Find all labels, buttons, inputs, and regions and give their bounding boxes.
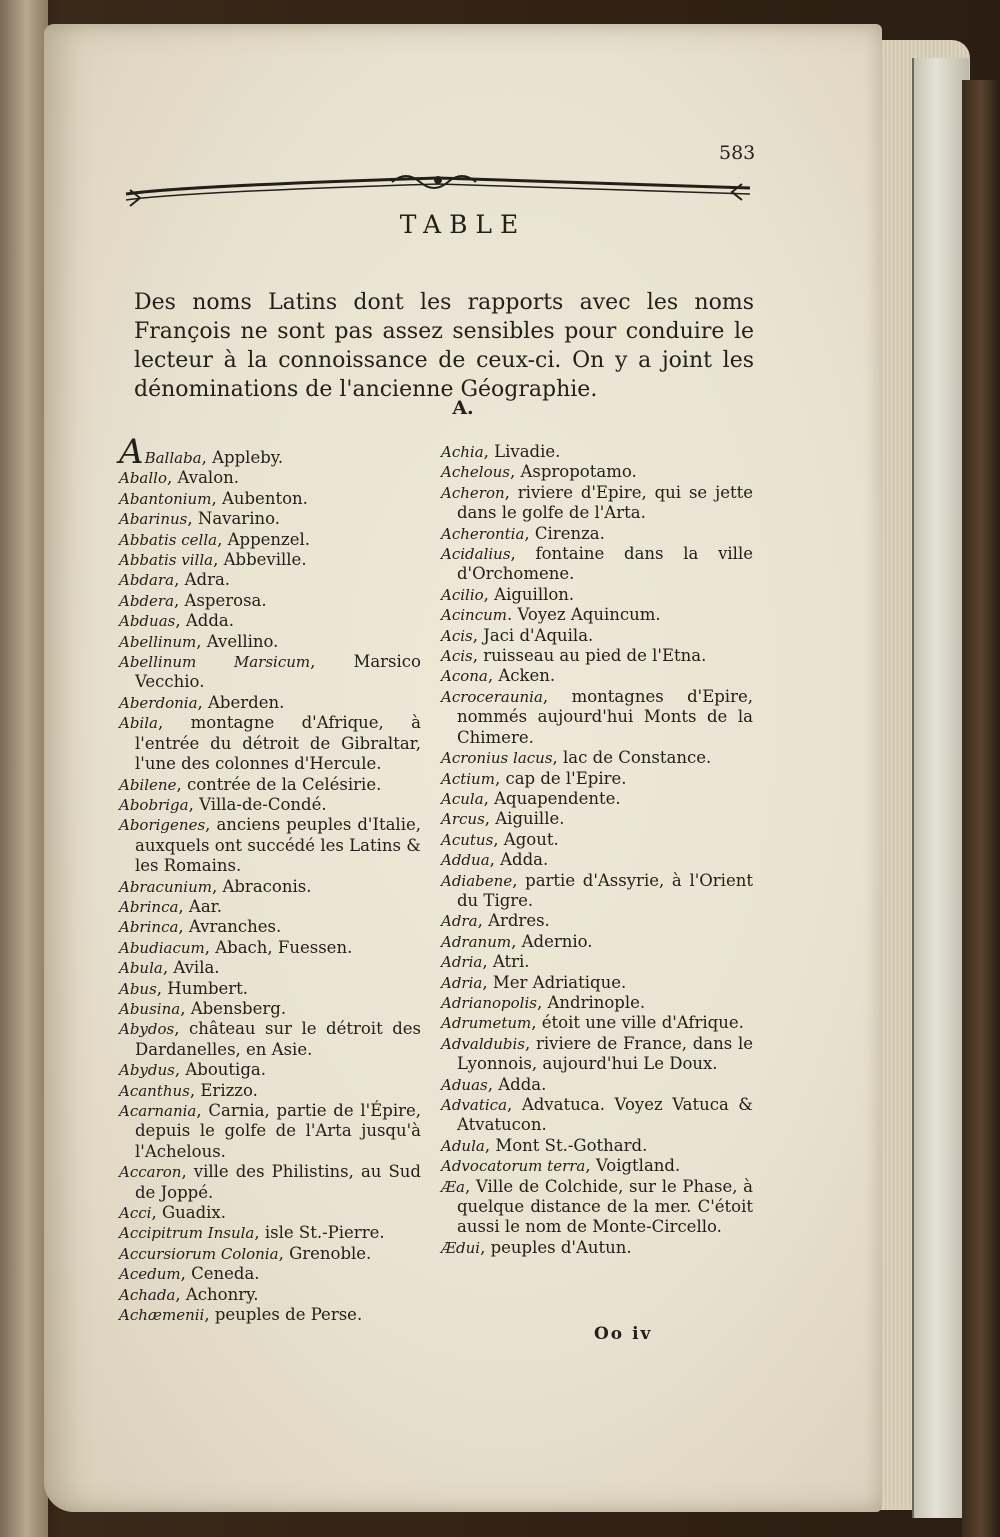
separator: , bbox=[196, 1101, 209, 1120]
latin-name: Acula bbox=[441, 789, 484, 808]
separator: , bbox=[482, 952, 493, 972]
separator: , bbox=[204, 937, 216, 957]
french-name: Carnia, partie de l'Épire, depuis le golfe de l'Arta jusqu'à l'Achelous. bbox=[135, 1101, 421, 1161]
french-name: montagne d'Afrique, à l'entrée du détroit de Gibraltar, l'une des colonnes d'Hercule. bbox=[135, 713, 421, 774]
index-entry bbox=[119, 795, 421, 815]
french-name: contrée de la Celésirie. bbox=[186, 774, 382, 794]
index-entry bbox=[119, 1019, 421, 1060]
latin-name: Aberdonia bbox=[119, 693, 198, 712]
index-entry bbox=[441, 952, 753, 972]
latin-name: Acherontia bbox=[441, 524, 525, 543]
ornamental-rule bbox=[122, 164, 754, 210]
index-entry bbox=[441, 1013, 753, 1033]
separator: , bbox=[536, 992, 548, 1012]
index-entry bbox=[441, 442, 753, 462]
book-left-edge bbox=[0, 0, 48, 1537]
french-name: Appenzel. bbox=[227, 529, 311, 549]
separator: , bbox=[211, 488, 222, 508]
index-column-right bbox=[441, 442, 753, 1258]
separator: , bbox=[188, 794, 200, 814]
latin-name: Abdara bbox=[119, 571, 175, 590]
french-name: Aubenton. bbox=[221, 488, 308, 508]
french-name: Adda. bbox=[500, 850, 549, 870]
french-name: Abraconis. bbox=[222, 876, 312, 896]
separator: , bbox=[178, 896, 189, 916]
french-name: Achonry. bbox=[185, 1284, 259, 1304]
french-name: Livadie. bbox=[494, 442, 561, 461]
index-entry bbox=[119, 591, 421, 611]
index-entry bbox=[119, 877, 421, 897]
index-entry bbox=[441, 462, 753, 482]
french-name: Adda. bbox=[498, 1074, 547, 1094]
index-entry bbox=[119, 1060, 421, 1080]
latin-name: Abydus bbox=[119, 1061, 175, 1080]
french-name: Aberden. bbox=[208, 692, 285, 712]
book-board bbox=[912, 58, 969, 1518]
separator: , bbox=[524, 523, 535, 543]
french-name: Acken. bbox=[498, 666, 556, 686]
latin-name: Advocatorum terra bbox=[441, 1157, 586, 1176]
separator: , bbox=[482, 972, 493, 992]
french-name: riviere de France, dans le Lyonnois, aujourd'hui Le Doux. bbox=[457, 1033, 753, 1074]
latin-name: Acronius lacus bbox=[441, 749, 553, 768]
index-entry bbox=[441, 1136, 753, 1156]
section-letter: A. bbox=[452, 397, 474, 419]
latin-name: Abrinca bbox=[119, 918, 179, 937]
index-entry bbox=[119, 652, 421, 693]
french-name: Humbert. bbox=[167, 978, 249, 998]
separator: , bbox=[494, 768, 506, 788]
latin-name: Abantonium bbox=[119, 489, 212, 508]
french-name: Aboutiga. bbox=[185, 1060, 266, 1080]
separator: , bbox=[205, 815, 217, 835]
separator: , bbox=[310, 652, 354, 672]
french-name: Appleby. bbox=[212, 448, 284, 467]
latin-name: Acona bbox=[441, 667, 488, 686]
index-entry bbox=[119, 489, 421, 509]
latin-name: Adiabene bbox=[441, 871, 513, 890]
latin-name: Abydos bbox=[119, 1020, 175, 1039]
separator: , bbox=[477, 911, 489, 931]
latin-name: Adrumetum bbox=[441, 1014, 532, 1033]
separator: , bbox=[483, 442, 495, 461]
french-name: Erizzo. bbox=[200, 1080, 258, 1100]
index-entry bbox=[119, 611, 421, 631]
french-name: étoit une ville d'Afrique. bbox=[541, 1013, 744, 1033]
french-name: Adernio. bbox=[521, 931, 593, 951]
index-entry bbox=[441, 748, 753, 768]
french-name: Agout. bbox=[503, 829, 559, 849]
separator: , bbox=[151, 1203, 162, 1223]
latin-name: Abarinus bbox=[119, 510, 188, 529]
separator: , bbox=[204, 1305, 215, 1325]
index-entry bbox=[119, 938, 421, 958]
french-name: peuples de Perse. bbox=[214, 1305, 363, 1325]
separator: . bbox=[506, 605, 518, 625]
latin-name: Abilene bbox=[119, 775, 177, 794]
index-entry bbox=[441, 687, 753, 748]
french-name: Adra. bbox=[184, 570, 231, 590]
latin-name: Acutus bbox=[441, 830, 494, 849]
index-entry bbox=[441, 911, 753, 931]
index-entry bbox=[119, 632, 421, 652]
latin-name: Abobriga bbox=[119, 795, 189, 814]
separator: , bbox=[504, 482, 518, 502]
separator: , bbox=[552, 748, 564, 768]
latin-name: Acarnania bbox=[119, 1102, 197, 1120]
index-entry bbox=[119, 1101, 421, 1162]
index-entry bbox=[119, 1162, 421, 1203]
latin-name: Actium bbox=[441, 769, 495, 788]
index-entry bbox=[119, 432, 421, 472]
index-entry bbox=[441, 1095, 753, 1136]
french-name: Atri. bbox=[492, 952, 530, 972]
latin-name: Achada bbox=[119, 1285, 176, 1304]
separator: , bbox=[217, 529, 228, 549]
latin-name: Abbatis cella bbox=[119, 530, 218, 549]
separator: , bbox=[531, 1013, 542, 1033]
french-name: Abach, Fuessen. bbox=[215, 937, 353, 957]
latin-name: Adranum bbox=[441, 932, 512, 951]
french-name: Voyez Aquincum. bbox=[517, 605, 661, 625]
book-cover bbox=[962, 80, 1000, 1537]
index-entry bbox=[441, 626, 753, 646]
latin-name: Abduas bbox=[119, 612, 176, 631]
french-name: Adda. bbox=[185, 611, 234, 631]
latin-name: Acilio bbox=[441, 585, 484, 604]
latin-name: Advatica bbox=[441, 1096, 508, 1114]
index-entry bbox=[441, 993, 753, 1013]
separator: , bbox=[176, 774, 187, 794]
latin-name: Achia bbox=[441, 443, 484, 461]
french-name: ville des Philistins, au Sud de Joppé. bbox=[135, 1162, 421, 1202]
separator: , bbox=[487, 1074, 499, 1094]
index-entry bbox=[119, 570, 421, 590]
latin-name: Accipitrum Insula bbox=[119, 1224, 255, 1243]
latin-name: Achelous bbox=[441, 463, 510, 482]
french-name: Avranches. bbox=[188, 917, 282, 937]
separator: , bbox=[489, 850, 501, 870]
index-entry bbox=[441, 646, 753, 666]
french-name: Aspropotamo. bbox=[520, 462, 637, 482]
index-entry bbox=[441, 850, 753, 870]
separator: , bbox=[464, 1176, 476, 1196]
index-entry bbox=[119, 713, 421, 774]
separator: , bbox=[201, 448, 213, 467]
latin-name: Abula bbox=[119, 959, 163, 978]
french-name: Aar. bbox=[188, 896, 222, 916]
index-entry bbox=[119, 775, 421, 795]
latin-name: Accaron bbox=[119, 1163, 182, 1182]
index-entry bbox=[441, 830, 753, 850]
separator: , bbox=[156, 978, 168, 998]
separator: , bbox=[493, 829, 504, 849]
latin-name: Abusina bbox=[119, 999, 181, 1018]
separator: , bbox=[487, 666, 499, 686]
latin-name: Addua bbox=[441, 851, 490, 870]
french-name: partie d'Assyrie, à l'Orient du Tigre. bbox=[457, 870, 753, 910]
french-name: Ceneda. bbox=[191, 1264, 260, 1284]
latin-name: Aballo bbox=[119, 469, 168, 488]
latin-name: Advaldubis bbox=[441, 1034, 526, 1053]
french-name: Avalon. bbox=[177, 468, 240, 488]
separator: , bbox=[213, 550, 224, 570]
french-name: Aiguille. bbox=[495, 809, 565, 829]
index-entry bbox=[441, 605, 753, 625]
index-entry bbox=[119, 468, 421, 488]
french-name: Guadix. bbox=[161, 1203, 226, 1223]
french-name: Advatuca. Voyez Vatuca & Atvatucon. bbox=[457, 1095, 753, 1135]
french-name: montagnes d'Epire, nommés aujourd'hui Monts de la Chimere. bbox=[457, 686, 753, 747]
french-name: Andrinople. bbox=[547, 992, 646, 1012]
separator: , bbox=[167, 468, 178, 488]
signature-mark: Oo iv bbox=[594, 1324, 653, 1344]
separator: , bbox=[180, 998, 191, 1018]
separator: , bbox=[512, 870, 526, 890]
french-name: Abensberg. bbox=[190, 998, 287, 1018]
french-name: riviere d'Epire, qui se jette dans le golfe de l'Arta. bbox=[457, 482, 753, 523]
french-name: peuples d'Autun. bbox=[490, 1237, 632, 1257]
separator: , bbox=[484, 809, 496, 829]
french-name: Asperosa. bbox=[184, 590, 267, 610]
french-name: Voigtland. bbox=[595, 1156, 681, 1176]
separator: , bbox=[510, 544, 536, 564]
separator: , bbox=[178, 917, 189, 937]
latin-name: Adra bbox=[441, 912, 478, 931]
french-name: Aiguillon. bbox=[494, 584, 575, 604]
separator: , bbox=[585, 1156, 596, 1176]
index-entry bbox=[119, 897, 421, 917]
latin-name: Abus bbox=[119, 979, 157, 998]
separator: , bbox=[525, 1033, 536, 1053]
latin-name: Acis bbox=[441, 626, 473, 645]
latin-name: Acis bbox=[441, 647, 473, 666]
latin-name: Acci bbox=[119, 1204, 152, 1223]
french-name: Ville de Colchide, sur le Phase, à quelque distance de la mer. C'étoit aussi le nom de Monte-Circello. bbox=[457, 1176, 753, 1237]
separator: , bbox=[484, 1135, 496, 1155]
index-entry bbox=[441, 769, 753, 789]
latin-name: Accursiorum Colonia bbox=[119, 1244, 279, 1263]
separator: , bbox=[542, 686, 572, 706]
french-name: lac de Constance. bbox=[563, 748, 712, 768]
french-name: Villa-de-Condé. bbox=[199, 794, 327, 814]
separator: , bbox=[480, 1237, 491, 1257]
separator: , bbox=[189, 1080, 201, 1100]
latin-name: Acedum bbox=[119, 1265, 181, 1284]
index-entry bbox=[119, 1223, 421, 1243]
separator: , bbox=[174, 1060, 186, 1080]
index-entry bbox=[441, 483, 753, 524]
index-entry bbox=[119, 1244, 421, 1264]
page-number: 583 bbox=[719, 142, 756, 164]
latin-name: Acincum bbox=[441, 606, 507, 625]
latin-name: Aduas bbox=[441, 1075, 488, 1094]
latin-name: Abudiacum bbox=[119, 938, 205, 957]
table-title: TABLE bbox=[399, 210, 527, 239]
french-name: Aquapendente. bbox=[494, 788, 621, 808]
latin-name: Arcus bbox=[441, 810, 485, 829]
latin-name: Acidalius bbox=[441, 545, 511, 564]
latin-name: Adrianopolis bbox=[441, 993, 537, 1012]
index-entry bbox=[441, 1177, 753, 1238]
separator: , bbox=[174, 590, 185, 610]
separator: , bbox=[511, 931, 522, 951]
separator: , bbox=[483, 584, 495, 604]
french-name: Mont St.-Gothard. bbox=[495, 1135, 648, 1155]
french-name: cap de l'Epire. bbox=[505, 768, 627, 788]
index-entry bbox=[441, 973, 753, 993]
latin-name: Acroceraunia bbox=[441, 687, 543, 706]
index-entry bbox=[119, 530, 421, 550]
index-entry bbox=[441, 809, 753, 829]
index-entry bbox=[119, 1305, 421, 1325]
drop-capital: A bbox=[119, 432, 144, 472]
index-entry bbox=[119, 1203, 421, 1223]
french-name: Cirenza. bbox=[534, 523, 605, 543]
separator: , bbox=[174, 1019, 189, 1039]
index-entry bbox=[119, 1264, 421, 1284]
separator: , bbox=[254, 1223, 265, 1243]
separator: , bbox=[472, 646, 484, 666]
index-entry bbox=[441, 871, 753, 912]
latin-name: Abbatis villa bbox=[119, 551, 214, 570]
index-entry bbox=[119, 693, 421, 713]
french-name: Jaci d'Aquila. bbox=[483, 625, 594, 645]
index-entry bbox=[119, 1081, 421, 1101]
latin-name: Adria bbox=[441, 953, 483, 972]
separator: , bbox=[157, 713, 191, 733]
latin-name: Ædui bbox=[441, 1238, 481, 1257]
french-name: Marsico Vecchio. bbox=[135, 652, 421, 692]
index-entry bbox=[119, 917, 421, 937]
latin-name: Achæmenii bbox=[119, 1306, 205, 1325]
french-name: Mer Adriatique. bbox=[492, 972, 627, 992]
index-entry bbox=[441, 1156, 753, 1176]
index-entry bbox=[441, 1034, 753, 1075]
latin-name: Ballaba bbox=[144, 449, 202, 467]
separator: , bbox=[175, 611, 186, 631]
separator: , bbox=[197, 692, 209, 712]
index-entry bbox=[119, 550, 421, 570]
index-entry bbox=[441, 1075, 753, 1095]
latin-name: Abracunium bbox=[119, 877, 212, 896]
separator: , bbox=[278, 1243, 290, 1263]
latin-name: Acanthus bbox=[119, 1081, 190, 1100]
latin-name: Abellinum Marsicum bbox=[119, 653, 311, 672]
french-name: Grenoble. bbox=[289, 1243, 372, 1263]
separator: , bbox=[196, 631, 207, 651]
separator: , bbox=[175, 1284, 186, 1304]
index-entry bbox=[119, 979, 421, 999]
index-column-left bbox=[119, 432, 421, 1325]
book-page bbox=[44, 24, 882, 1512]
index-entry bbox=[441, 789, 753, 809]
latin-name: Abdera bbox=[119, 591, 175, 610]
latin-name: Adula bbox=[441, 1136, 485, 1155]
index-entry bbox=[119, 999, 421, 1019]
latin-name: Aborigenes bbox=[119, 816, 206, 835]
french-name: ruisseau au pied de l'Etna. bbox=[483, 646, 707, 666]
index-entry bbox=[441, 1238, 753, 1258]
separator: , bbox=[483, 788, 495, 808]
separator: , bbox=[162, 958, 174, 978]
french-name: Abbeville. bbox=[223, 550, 307, 570]
latin-name: Æa bbox=[441, 1177, 465, 1196]
index-entry bbox=[441, 585, 753, 605]
latin-name: Adria bbox=[441, 973, 483, 992]
separator: , bbox=[187, 509, 198, 529]
separator: , bbox=[507, 1095, 522, 1114]
french-name: Avila. bbox=[173, 958, 220, 978]
french-name: isle St.-Pierre. bbox=[264, 1223, 385, 1243]
index-entry bbox=[119, 509, 421, 529]
french-name: château sur le détroit des Dardanelles, en Asie. bbox=[135, 1019, 421, 1059]
index-entry bbox=[119, 958, 421, 978]
index-entry bbox=[119, 815, 421, 876]
intro-paragraph: Des noms Latins dont les rapports avec les noms François ne sont pas assez sensibles pour conduire le lecteur à la connoissance de ceux-ci. On y a joint les dénominations de l'ancienne Géographie. bbox=[134, 290, 754, 402]
french-name: Avellino. bbox=[206, 631, 279, 651]
index-entry bbox=[441, 544, 753, 585]
latin-name: Abellinum bbox=[119, 632, 197, 651]
latin-name: Abrinca bbox=[119, 897, 179, 916]
separator: , bbox=[180, 1264, 192, 1284]
french-name: fontaine dans la ville d'Orchomene. bbox=[457, 544, 753, 584]
french-name: anciens peuples d'Italie, auxquels ont succédé les Latins & les Romains. bbox=[135, 815, 421, 876]
latin-name: Abila bbox=[119, 714, 158, 733]
separator: , bbox=[472, 625, 484, 645]
separator: , bbox=[509, 462, 521, 482]
separator: , bbox=[181, 1162, 194, 1182]
french-name: Navarino. bbox=[197, 509, 280, 529]
french-name: Ardres. bbox=[488, 911, 550, 931]
index-entry bbox=[441, 666, 753, 686]
latin-name: Acheron bbox=[441, 483, 505, 502]
separator: , bbox=[211, 876, 223, 896]
separator: , bbox=[174, 570, 185, 590]
index-entry bbox=[441, 932, 753, 952]
index-entry bbox=[119, 1285, 421, 1305]
index-entry bbox=[441, 524, 753, 544]
